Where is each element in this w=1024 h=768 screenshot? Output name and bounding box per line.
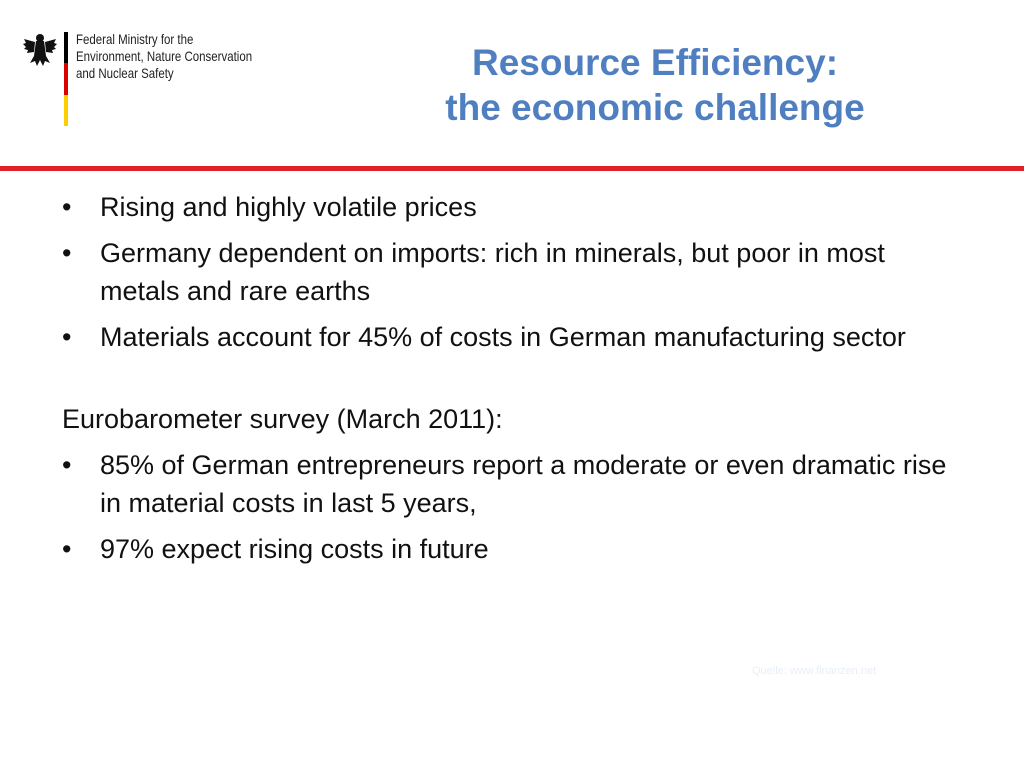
list-item-text: Rising and highly volatile prices bbox=[100, 192, 477, 222]
list-item bbox=[62, 318, 962, 356]
ministry-name bbox=[76, 31, 252, 82]
list-item bbox=[62, 446, 962, 522]
federal-eagle-icon bbox=[22, 30, 58, 70]
ministry-line: Federal Ministry for the bbox=[76, 31, 194, 47]
bullet-icon: • bbox=[62, 192, 72, 222]
bullet-icon: • bbox=[62, 450, 72, 480]
flag-gold-band bbox=[64, 95, 68, 126]
list-item bbox=[62, 530, 962, 568]
slide-header bbox=[0, 0, 1024, 170]
german-flag-stripe bbox=[64, 32, 68, 126]
flag-red-band bbox=[64, 63, 68, 94]
slide-title-line-1: Resource Efficiency: bbox=[471, 42, 839, 83]
bullet-list-challenges bbox=[62, 188, 962, 356]
bullet-icon: • bbox=[62, 322, 72, 352]
list-item-text: Germany dependent on imports: rich in minerals, but poor in most metals and rare earths bbox=[100, 238, 885, 306]
header-divider bbox=[0, 166, 1024, 171]
slide-title bbox=[395, 40, 915, 130]
source-credit: Quelle: www.finanzen.net bbox=[752, 665, 877, 677]
list-item bbox=[62, 234, 962, 310]
list-item bbox=[62, 188, 962, 226]
bullet-list-survey bbox=[62, 446, 962, 568]
ministry-line: and Nuclear Safety bbox=[76, 65, 174, 81]
list-item-text: Materials account for 45% of costs in German manufacturing sector bbox=[100, 322, 906, 352]
list-item-text: 97% expect rising costs in future bbox=[100, 534, 489, 564]
survey-heading: Eurobarometer survey (March 2011): bbox=[62, 404, 503, 434]
bullet-icon: • bbox=[62, 238, 72, 268]
slide-title-line-2: the economic challenge bbox=[445, 87, 865, 128]
bullet-icon: • bbox=[62, 534, 72, 564]
list-item-text: 85% of German entrepreneurs report a moderate or even dramatic rise in material costs in last 5 years, bbox=[100, 450, 947, 518]
slide-body bbox=[62, 188, 962, 576]
ministry-line: Environment, Nature Conservation bbox=[76, 48, 253, 64]
flag-black-band bbox=[64, 32, 68, 63]
